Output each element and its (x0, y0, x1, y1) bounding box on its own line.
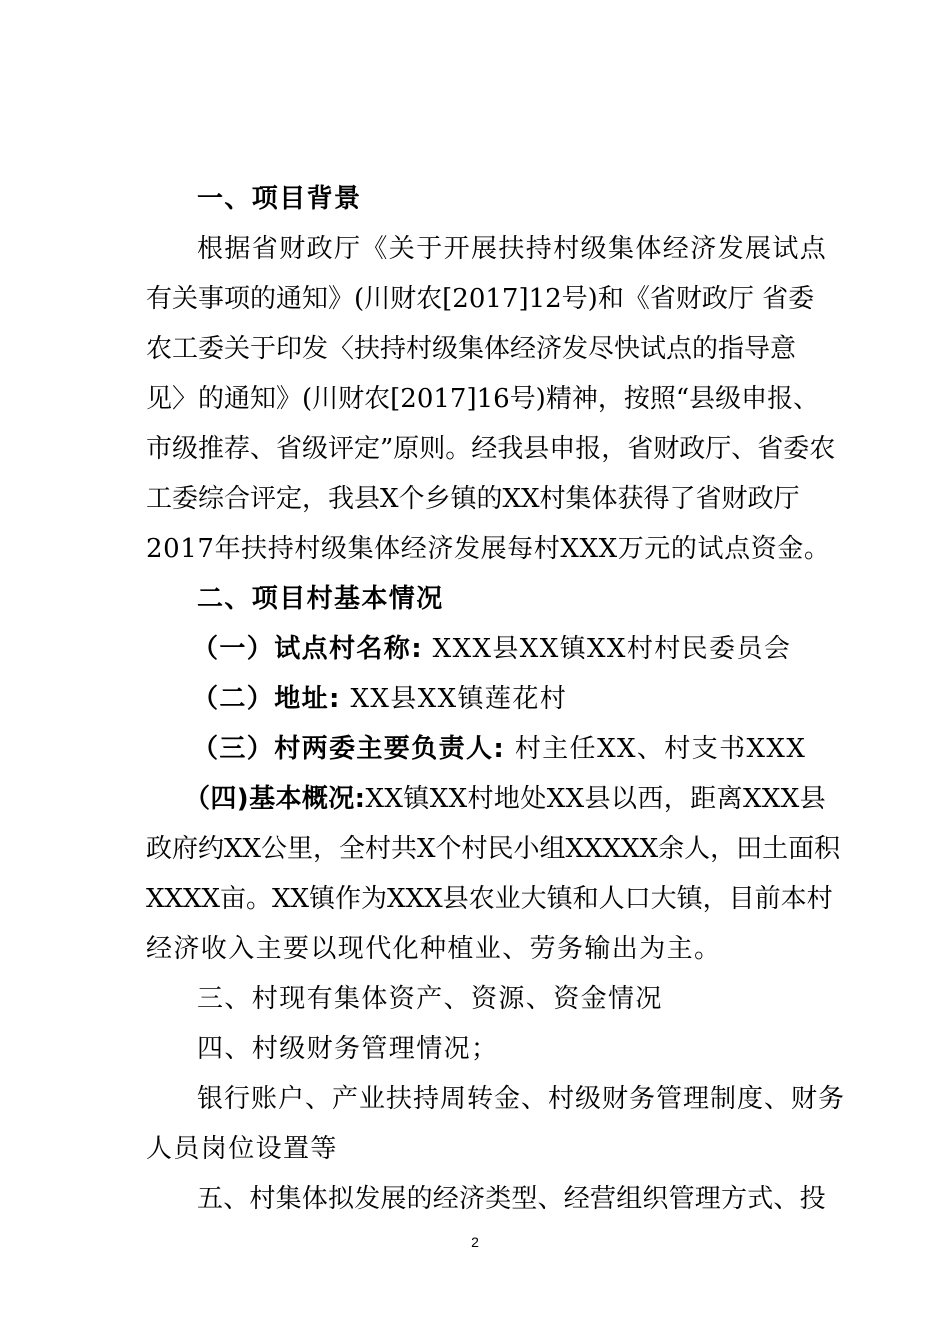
paragraph-line: 银行账户、产业扶持周转金、村级财务管理制度、财务 (197, 1084, 846, 1114)
section-heading-village-info: 二、项目村基本情况 (197, 584, 444, 614)
paragraph-line: 市级推荐、省级评定”原则。经我县申报，省财政厅、省委农 (146, 434, 836, 464)
info-label: （二）地址: (192, 684, 341, 714)
section-heading-economy-type: 五、村集体拟发展的经济类型、经营组织管理方式、投 (197, 1184, 826, 1214)
info-value: XX县XX镇莲花村 (350, 684, 568, 714)
info-value: 村主任XX、村支书XXX (514, 734, 807, 764)
paragraph-line: 有关事项的通知》(川财农[2017]12号)和《省财政厅 省委 (146, 284, 815, 314)
section-heading-finance: 四、村级财务管理情况； (197, 1034, 499, 1064)
info-label: （一）试点村名称: (192, 634, 423, 664)
info-item-address (192, 684, 842, 714)
paragraph-line: 经济收入主要以现代化种植业、劳务输出为主。 (146, 934, 722, 964)
paragraph-line: 政府约XX公里，全村共X个村民小组XXXXX余人，田土面积 (146, 834, 841, 864)
paragraph-line: XXXX亩。XX镇作为XXX县农业大镇和人口大镇，目前本村 (146, 884, 833, 914)
paragraph-line: 工委综合评定，我县X个乡镇的XX村集体获得了省财政厅 (146, 484, 800, 514)
info-label: （四)基本概况: (184, 784, 366, 814)
section-heading-assets: 三、村现有集体资产、资源、资金情况 (197, 984, 663, 1014)
paragraph-line: 2017年扶持村级集体经济发展每村XXX万元的试点资金。 (146, 534, 831, 564)
paragraph-line: 农工委关于印发〈扶持村级集体经济发尽快试点的指导意 (146, 334, 797, 364)
paragraph-line: 人员岗位设置等 (146, 1134, 338, 1164)
info-item-leaders (192, 734, 842, 764)
page-number: 2 (471, 1234, 479, 1250)
info-item-overview (184, 784, 834, 814)
info-value: XX镇XX村地处XX县以西，距离XXX县 (365, 784, 827, 814)
info-value: XXX县XX镇XX村村民委员会 (432, 634, 792, 664)
paragraph-line: 根据省财政厅《关于开展扶持村级集体经济发展试点 (197, 234, 828, 264)
section-heading-background: 一、项目背景 (197, 184, 362, 214)
info-label: （三）村两委主要负责人: (192, 734, 506, 764)
info-item-village-name (192, 634, 842, 664)
paragraph-line: 见〉的通知》(川财农[2017]16号)精神，按照“县级申报、 (146, 384, 820, 414)
